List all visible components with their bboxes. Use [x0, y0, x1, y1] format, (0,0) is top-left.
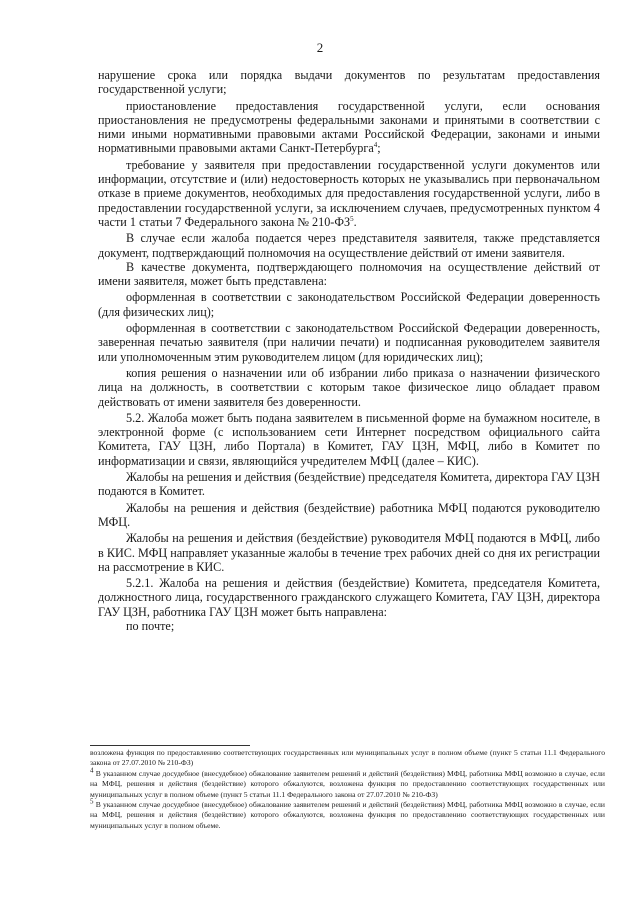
footnote-ref-5: 5 [350, 214, 354, 223]
paragraph-7: оформленная в соответствии с законодательством Российской Федерации доверенность, заверенная печатью заявителя (при наличии печати) и подписанная руководителем заявителя или уполномоченным этим руководителем лицом (для юридических лиц); [98, 321, 600, 364]
paragraph-11: Жалобы на решения и действия (бездействие) работника МФЦ подаются руководителю МФЦ. [98, 500, 600, 529]
footnote-mark: 4 [90, 766, 94, 775]
footnote-mark: 5 [90, 797, 94, 806]
paragraph-14: по почте; [126, 618, 175, 633]
paragraph-5: В качестве документа, подтверждающего полномочия на осуществление действий от имени заявителя, может быть представлена: [98, 259, 600, 289]
paragraph-8: копия решения о назначении или об избрании либо приказа о назначении физического лица на должность, в соответствии с которым такое физическое лицо обладает правом действовать от имени заявителя без доверенности. [98, 365, 600, 409]
footnote-continued: возложена функция по предоставлению соответствующих государственных или муниципальных услуг в полном объеме (пункт 5 статьи 11.1 Федерального закона от 27.07.2010 № 210-ФЗ) [90, 748, 605, 768]
footnote-4: $^4$ В указанном случае досудебное (внесудебное) обжалование заявителем решений и действий (бездействия) МФЦ, работника МФЦ возможно в случае, если на МФЦ, решения и действия (бездействие) которого обжалуются, возложена функция по предоставлению соответствующих государственных или муниципальных услуг в полном объеме (пункт 5 статьи 11.1 Федерального закона от 27.07.2010 № 210-ФЗ) [90, 766, 605, 799]
paragraph-6: оформленная в соответствии с законодательством Российской Федерации доверенность (для физических лиц); [98, 290, 600, 319]
paragraph-10: Жалобы на решения и действия (бездействие) председателя Комитета, директора ГАУ ЦЗН подаются в Комитет. [98, 470, 600, 499]
paragraph-2: приостановление предоставления государственной услуги, если основания приостановления не предусмотрены федеральными законами и принятыми в соответствии с ними иными нормативными правовыми актами Российской Федерации, законами и иными нормативными правовыми актами Санкт-Петербурга$^4$; [98, 98, 600, 156]
footnote-ref-4: 4 [373, 141, 378, 150]
footnotes [90, 748, 605, 831]
paragraph-4: В случае если жалоба подается через представителя заявителя, также представляется документ, подтверждающий полномочия на осуществление действий от имени заявителя. [98, 231, 600, 260]
paragraph-1: нарушение срока или порядка выдачи документов по результатам предоставления государственной услуги; [98, 68, 600, 97]
paragraph-13: 5.2.1. Жалоба на решения и действия (бездействие) Комитета, председателя Комитета, должностного лица, государственного гражданского служащего Комитета, ГАУ ЦЗН, директора ГАУ ЦЗН, работника ГАУ ЦЗН может быть направлена: [98, 576, 600, 619]
body-text [98, 68, 600, 633]
paragraph-3: требование у заявителя при предоставлении государственной услуги документов или информации, отсутствие и (или) недостоверность которых не указывались при первоначальном отказе в приеме документов, необходимых для предоставления государственной услуги, либо в предоставлении государственной услуги, за исключением случаев, предусмотренных пунктом 4 части 1 статьи 7 Федерального закона № $210-ФЗ^5$. [98, 157, 600, 229]
footnote-separator [90, 745, 250, 746]
footnote-5: $^5$ В указанном случае досудебное (внесудебное) обжалование заявителем решений и действий (бездействия) МФЦ, работника МФЦ возможно в случае, если на МФЦ, решения и действия (бездействие) которого обжалуются, возложена функция по предоставлению соответствующих государственных или муниципальных услуг в полном объеме. [90, 797, 605, 830]
paragraph-12: Жалобы на решения и действия (бездействие) руководителя МФЦ подаются в МФЦ, либо в КИС. МФЦ направляет указанные жалобы в течение трех рабочих дней со дня их регистрации на рассмотрение в КИС. [98, 531, 600, 574]
paragraph-9: 5.2. Жалоба может быть подана заявителем в письменной форме на бумажном носителе, в электронной форме (с использованием сети Интернет посредством официального сайта Комитета, ГАУ ЦЗН, либо Портала) в Комитет, ГАУ ЦЗН, МФЦ, либо в Комитет по информатизации и связи, являющийся учредителем МФЦ (далее – КИС). [98, 410, 600, 468]
page-number: 2 [316, 40, 324, 55]
